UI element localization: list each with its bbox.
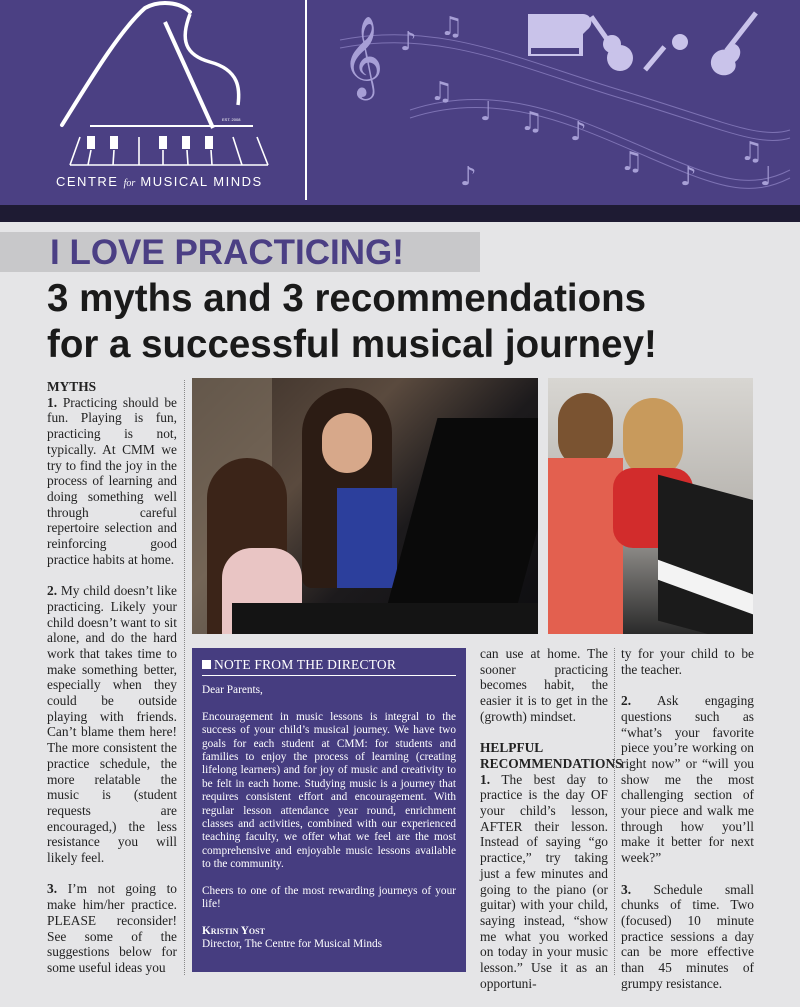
header-divider <box>305 0 307 200</box>
recommendation-item: 1. The best day to practice is the day OF your child’s lesson, AFTER their lesson. Instead of saying “go practice,” try taking just a few minutes and going to the piano (or guitar) with your child, saying instead, “show me what you worked on today in your music lesson.” Use it as an opportuni- <box>480 771 609 991</box>
myth-continued: can use at home. The sooner practicing becomes habit, the easier it is to get in the (growth) mindset. <box>480 646 608 724</box>
column-three <box>480 646 623 991</box>
piano-icon <box>528 14 591 56</box>
column-four <box>621 646 754 1007</box>
microphone-icon <box>643 34 688 71</box>
recommendation-item: 2. Ask engaging questions such as “what’s your favorite piece you’re working on right now” or “will you show me the most challenging section of your piece and walk me through how you’ll make it better for next week?” <box>621 693 755 866</box>
recommendation-item: 3. Schedule small chunks of time. Two (focused) 10 minute practice sessions a day can be more effective than 45 minutes of grumpy resistance. <box>621 881 754 991</box>
svg-text:♩: ♩ <box>480 97 493 127</box>
svg-text:♪: ♪ <box>680 162 697 192</box>
svg-text:EST. 2008: EST. 2008 <box>222 117 241 122</box>
svg-text:♫: ♫ <box>440 12 464 42</box>
director-greeting: Dear Parents, <box>202 684 263 697</box>
column-divider <box>614 648 615 975</box>
page-title: I LOVE PRACTICING! <box>50 233 404 272</box>
treble-clef-icon <box>342 15 383 100</box>
director-body: Encouragement in music lessons is integral to the success of your child’s musical journey. We have two goals for each student at CMM: for students and families to enjoy the process of learning (creating lifelong learners) and for joy of music and creativity to be felt in each home. Studying music is a journey that requires consistent effort and encouragement. With regular lesson attendance year round, enrichment classes and activities, combined with our experienced teaching faculty, we offer what we feel are the most comprehensive and enjoyable music lessons available to the community. <box>202 710 456 871</box>
svg-text:♫: ♫ <box>430 77 454 107</box>
music-decoration <box>320 0 800 200</box>
electric-guitar-icon <box>711 11 758 75</box>
recommendations-heading: HELPFUL <box>480 740 544 756</box>
myth-item: 3. I’m not going to make him/her practice. PLEASE reconsider! See some of the suggestions below for some useful ideas you <box>47 881 177 975</box>
headline-line: for a successful musical journey! <box>47 323 657 366</box>
square-bullet-icon <box>202 660 211 669</box>
headline <box>47 276 657 368</box>
svg-text:♫: ♫ <box>620 147 644 177</box>
recommendations-heading: RECOMMENDATIONS <box>480 755 623 771</box>
director-signature-name: Kristin Yost <box>202 924 265 937</box>
svg-text:♫: ♫ <box>520 107 544 137</box>
svg-text:𝄞: 𝄞 <box>342 15 384 97</box>
myth-item: 1. Practicing should be fun. Playing is fun, practicing is not, typically. At CMM we try to find the joy in the process of learning and doing something well through careful repertoire selection and reinforcing good practice habits at home. <box>47 394 177 567</box>
director-closing: Cheers to one of the most rewarding journeys of your life! <box>202 884 456 911</box>
headline-line: 3 myths and 3 recommendations <box>47 277 647 320</box>
myth-item: 2. My child doesn’t like practicing. Likely your child doesn’t want to sit alone, and do the hard work that takes time to make something better, especially when they could be outside playing with friends. Can’t blame them here! The more consistent the practice schedule, the more relatable the music is (student requests are encouraged,) the less resistance you will likely feel. <box>47 583 177 866</box>
photo-teacher-student-piano <box>548 378 753 634</box>
photo-teacher-child-piano <box>192 378 538 634</box>
column-divider <box>184 380 185 975</box>
myths-heading: MYTHS <box>47 379 97 394</box>
svg-text:♩: ♩ <box>760 162 773 192</box>
director-signature-title: Director, The Centre for Musical Minds <box>202 937 383 950</box>
logo-wordmark: CENTRE for MUSICAL MINDS <box>56 174 263 189</box>
director-note-heading: NOTE FROM THE DIRECTOR <box>202 658 456 676</box>
myths-column <box>47 379 177 991</box>
header-bottom-band <box>0 205 800 222</box>
svg-text:♪: ♪ <box>400 27 417 57</box>
svg-text:♫: ♫ <box>740 137 764 167</box>
svg-text:♪: ♪ <box>460 162 477 192</box>
header-banner <box>0 0 800 205</box>
guitar-icon <box>589 15 633 71</box>
director-note-box <box>192 648 466 972</box>
logo-piano-icon <box>50 0 280 200</box>
recommendation-continued: ty for your child to be the teacher. <box>621 646 754 677</box>
svg-text:♪: ♪ <box>570 117 587 147</box>
